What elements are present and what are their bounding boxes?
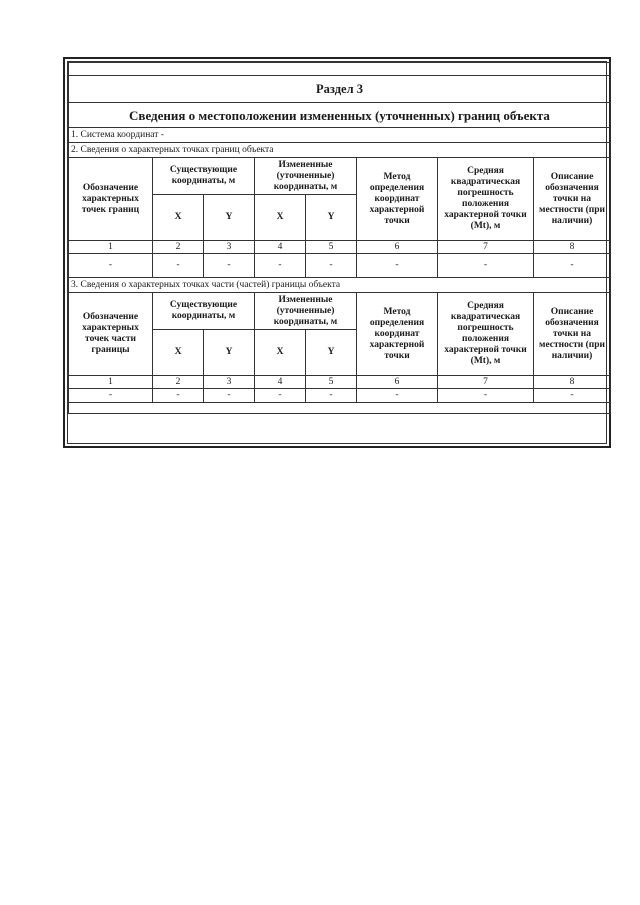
t2-cell: - [534, 389, 611, 403]
t2-y-changed: Y [306, 330, 357, 376]
t1-col-existing: Существующие координаты, м [153, 158, 255, 195]
t1-cell: - [534, 254, 611, 278]
t2-num: 4 [255, 376, 306, 389]
t2-num: 7 [438, 376, 534, 389]
t1-x-existing: X [153, 195, 204, 241]
t2-col-designation: Обозначение характерных точек части границы [69, 293, 153, 376]
t1-num: 3 [204, 241, 255, 254]
t1-col-description: Описание обозначения точки на местности (при наличии) [534, 158, 611, 241]
t2-col-existing: Существующие координаты, м [153, 293, 255, 330]
t1-num: 2 [153, 241, 204, 254]
t2-num: 3 [204, 376, 255, 389]
t2-cell: - [306, 389, 357, 403]
t2-cell: - [438, 389, 534, 403]
section-title: Сведения о местоположении измененных (уточненных) границ объекта [69, 103, 611, 128]
t2-x-existing: X [153, 330, 204, 376]
document-inner [67, 61, 607, 444]
t1-cell: - [153, 254, 204, 278]
t1-cell: - [69, 254, 153, 278]
t1-y-changed: Y [306, 195, 357, 241]
t2-col-method: Метод определения координат характерной точки [357, 293, 438, 376]
t1-num: 1 [69, 241, 153, 254]
t1-num: 6 [357, 241, 438, 254]
t1-num: 4 [255, 241, 306, 254]
t1-col-method: Метод определения координат характерной точки [357, 158, 438, 241]
t1-x-changed: X [255, 195, 306, 241]
section-table [68, 62, 611, 414]
coordinate-system: 1. Система координат - [69, 128, 611, 143]
t2-col-changed: Измененные (уточненные) координаты, м [255, 293, 357, 330]
t2-cell: - [204, 389, 255, 403]
t1-cell: - [255, 254, 306, 278]
bottom-spacer [69, 403, 611, 414]
t2-cell: - [255, 389, 306, 403]
t1-y-existing: Y [204, 195, 255, 241]
t2-num: 2 [153, 376, 204, 389]
table1-caption: 2. Сведения о характерных точках границ объекта [69, 143, 611, 158]
t2-num: 8 [534, 376, 611, 389]
t1-col-designation: Обозначение характерных точек границ [69, 158, 153, 241]
t2-cell: - [357, 389, 438, 403]
t1-num: 7 [438, 241, 534, 254]
t1-num: 8 [534, 241, 611, 254]
document-frame [63, 57, 611, 448]
t2-y-existing: Y [204, 330, 255, 376]
t1-col-changed: Измененные (уточненные) координаты, м [255, 158, 357, 195]
t1-cell: - [204, 254, 255, 278]
t2-x-changed: X [255, 330, 306, 376]
t2-col-error: Средняя квадратическая погрешность положения характерной точки (Mt), м [438, 293, 534, 376]
t1-col-error: Средняя квадратическая погрешность положения характерной точки (Mt), м [438, 158, 534, 241]
top-spacer [69, 63, 611, 76]
t2-col-description: Описание обозначения точки на местности (при наличии) [534, 293, 611, 376]
t1-cell: - [357, 254, 438, 278]
t2-cell: - [153, 389, 204, 403]
t1-cell: - [306, 254, 357, 278]
t2-cell: - [69, 389, 153, 403]
t2-num: 5 [306, 376, 357, 389]
t1-cell: - [438, 254, 534, 278]
t2-num: 1 [69, 376, 153, 389]
section-label: Раздел 3 [69, 76, 611, 103]
t2-num: 6 [357, 376, 438, 389]
t1-num: 5 [306, 241, 357, 254]
table2-caption: 3. Сведения о характерных точках части (частей) границы объекта [69, 278, 611, 293]
